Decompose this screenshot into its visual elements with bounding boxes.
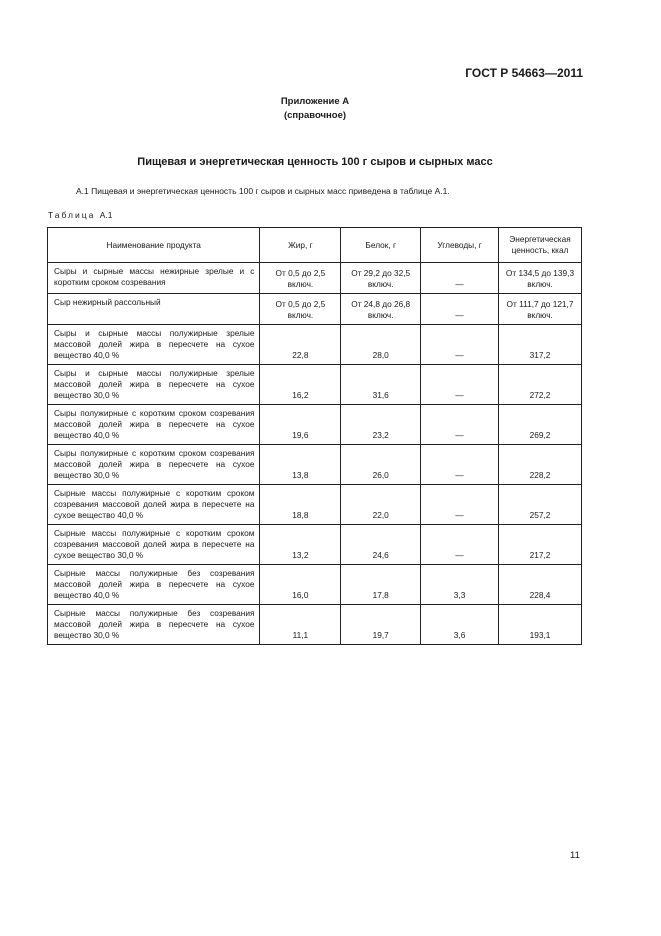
cell-carbs: — (421, 525, 499, 565)
header-fat: Жир, г (260, 228, 341, 263)
cell-protein: 19,7 (341, 605, 421, 645)
intro-paragraph: А.1 Пищевая и энергетическая ценность 100 г сыров и сырных масс приведена в таблице А.1. (76, 186, 450, 196)
cell-fat: От 0,5 до 2,5 включ. (260, 294, 341, 325)
table-row (48, 485, 582, 525)
cell-protein: От 29,2 до 32,5 включ. (341, 263, 421, 294)
table-body (48, 263, 582, 645)
cell-protein: 28,0 (341, 325, 421, 365)
cell-product: Сыры и сырные массы полужирные зрелые массовой долей жира в пересчете на сухое вещество 30,0 % (48, 365, 260, 405)
table-label-number: А.1 (99, 210, 113, 220)
table-row (48, 405, 582, 445)
table-row (48, 605, 582, 645)
cell-product: Сырные массы полужирные без созревания массовой долей жира в пересчете на сухое вещество 40,0 % (48, 565, 260, 605)
table-row (48, 263, 582, 294)
header-protein: Белок, г (341, 228, 421, 263)
table-row (48, 325, 582, 365)
cell-protein: 26,0 (341, 445, 421, 485)
appendix-subtitle: (справочное) (283, 110, 347, 121)
table-row (48, 565, 582, 605)
cell-fat: От 0,5 до 2,5 включ. (260, 263, 341, 294)
table-row (48, 525, 582, 565)
cell-carbs: — (421, 325, 499, 365)
cell-product: Сырные массы полужирные с коротким сроком созревания массовой долей жира в пересчете на сухое вещество 40,0 % (48, 485, 260, 525)
cell-fat: 22,8 (260, 325, 341, 365)
cell-carbs: — (421, 405, 499, 445)
cell-product: Сырные массы полужирные без созревания массовой долей жира в пересчете на сухое вещество 30,0 % (48, 605, 260, 645)
cell-protein: 23,2 (341, 405, 421, 445)
table-label (48, 210, 112, 220)
cell-energy: 193,1 (499, 605, 582, 645)
cell-carbs: — (421, 365, 499, 405)
cell-product: Сыры и сырные массы полужирные зрелые массовой долей жира в пересчете на сухое вещество 40,0 % (48, 325, 260, 365)
cell-fat: 16,0 (260, 565, 341, 605)
cell-fat: 13,8 (260, 445, 341, 485)
cell-carbs: — (421, 263, 499, 294)
cell-product: Сырные массы полужирные с коротким сроком созревания массовой долей жира в пересчете на сухое вещество 30,0 % (48, 525, 260, 565)
cell-fat: 13,2 (260, 525, 341, 565)
cell-energy: 217,2 (499, 525, 582, 565)
cell-product: Сыры полужирные с коротким сроком созревания массовой долей жира в пересчете на сухое вещество 30,0 % (48, 445, 260, 485)
cell-product: Сыры и сырные массы нежирные зрелые и с коротким сроком созревания (48, 263, 260, 294)
cell-carbs: 3,3 (421, 565, 499, 605)
cell-protein: 24,6 (341, 525, 421, 565)
appendix-heading (0, 95, 630, 123)
cell-carbs: — (421, 294, 499, 325)
cell-energy: 317,2 (499, 325, 582, 365)
standard-number: ГОСТ Р 54663—2011 (465, 66, 583, 80)
cell-energy: 269,2 (499, 405, 582, 445)
cell-product: Сыр нежирный рассольный (48, 294, 260, 325)
header-energy: Энергетическая ценность, ккал (499, 228, 582, 263)
cell-energy: От 111,7 до 121,7 включ. (499, 294, 582, 325)
header-product: Наименование продукта (48, 228, 260, 263)
cell-fat: 18,8 (260, 485, 341, 525)
cell-energy: 228,2 (499, 445, 582, 485)
section-title: Пищевая и энергетическая ценность 100 г сыров и сырных масс (137, 156, 493, 168)
page-number: 11 (570, 850, 580, 861)
header-carbs: Углеводы, г (421, 228, 499, 263)
cell-product: Сыры полужирные с коротким сроком созревания массовой долей жира в пересчете на сухое вещество 40,0 % (48, 405, 260, 445)
table-row (48, 445, 582, 485)
cell-energy: От 134,5 до 139,3 включ. (499, 263, 582, 294)
cell-energy: 228,4 (499, 565, 582, 605)
table-row (48, 365, 582, 405)
cell-carbs: — (421, 445, 499, 485)
cell-fat: 11,1 (260, 605, 341, 645)
cell-protein: 31,6 (341, 365, 421, 405)
cell-carbs: — (421, 485, 499, 525)
appendix-title: Приложение А (280, 96, 350, 107)
cell-fat: 16,2 (260, 365, 341, 405)
nutrition-table (47, 227, 582, 645)
cell-protein: От 24,8 до 26,8 включ. (341, 294, 421, 325)
cell-protein: 17,8 (341, 565, 421, 605)
cell-protein: 22,0 (341, 485, 421, 525)
table-row (48, 294, 582, 325)
cell-energy: 257,2 (499, 485, 582, 525)
cell-carbs: 3,6 (421, 605, 499, 645)
table-label-word: Таблица (48, 210, 96, 220)
cell-fat: 19,6 (260, 405, 341, 445)
table-header-row (48, 228, 582, 263)
cell-energy: 272,2 (499, 365, 582, 405)
